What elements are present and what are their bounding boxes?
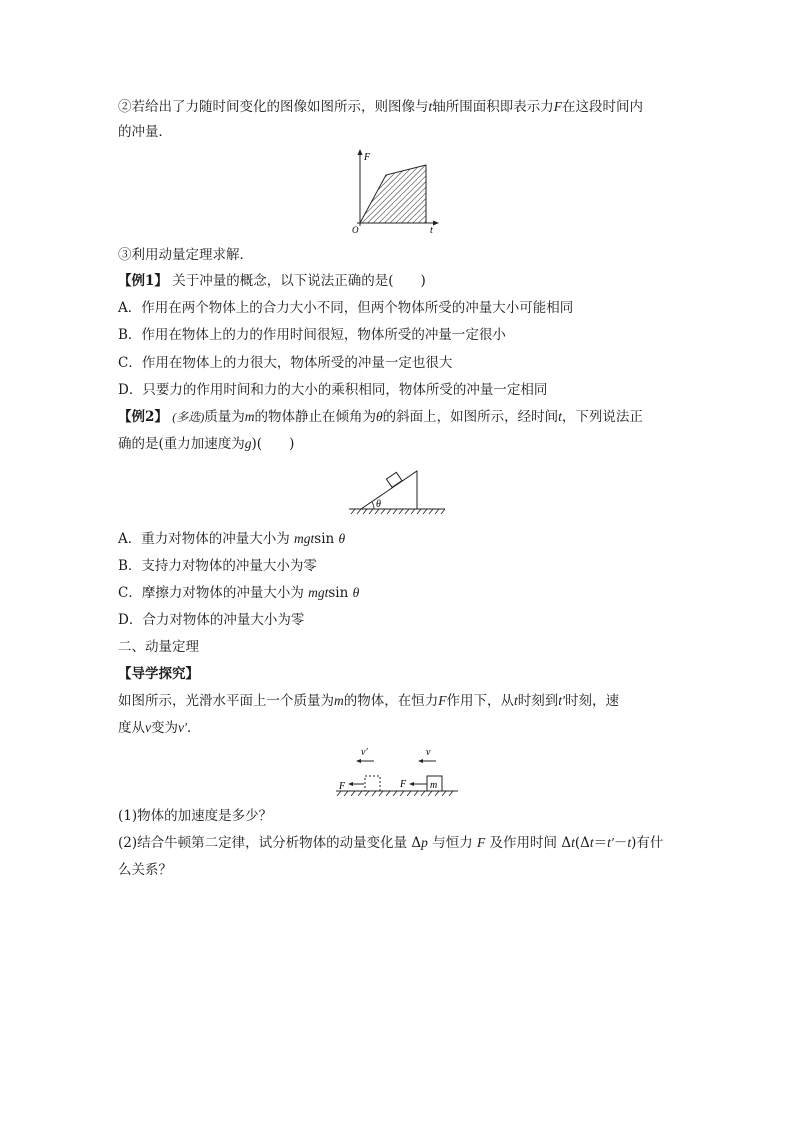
horizontal-motion-figure [334,745,460,799]
text: 时刻到 [517,693,559,709]
option-a: A．作用在两个物体上的合力大小不同，但两个物体所受的冲量大小可能相同 [118,300,574,316]
var-theta: θ [375,409,383,424]
var-t-prime: t′ [558,693,565,708]
ex2-option-b: B．支持力对物体的冲量大小为零 [118,558,317,574]
text: ②若给出了力随时间变化的图像如图所示，则图像与 [118,99,429,115]
origin-label: O [352,225,359,234]
shaded-area [360,165,426,223]
guide-heading: 【导学探究】 [118,666,199,682]
force-label-right: F [400,779,407,790]
ex2-option-c [118,583,359,603]
example-tag: 【例1】 [118,273,168,289]
fn: sin [328,585,353,601]
var-t: t [558,409,562,424]
text: C．摩擦力对物体的冲量大小为 [118,585,309,601]
force-time-graph [346,148,446,234]
var-v: v [145,720,151,735]
text: 的物体静止在倾角为 [254,409,376,425]
paragraph-impulse-graph [118,97,643,117]
option-c: C．作用在物体上的力很大，物体所受的冲量一定也很大 [118,355,453,371]
example-2-stem-cont [118,434,294,454]
var-theta: θ [352,585,360,600]
text: ． [186,720,201,736]
ex2-option-a [118,529,345,549]
var-m: m [334,693,344,708]
example-2-stem [118,407,643,427]
expr: mgt [308,585,329,600]
text: (Δ [574,835,590,851]
v-prime-label: v′ [361,747,368,758]
y-label: F [364,152,371,163]
expr: mgt [294,531,315,546]
text: )有什 [631,835,664,851]
mass-label: m [430,780,438,791]
block [386,472,402,487]
var-t: t [514,693,518,708]
v-arrowhead [418,759,423,763]
question-text-cont [118,718,200,738]
ex2-option-d: D．合力对物体的冲量大小为零 [118,612,305,628]
text: 作用下，从 [446,693,514,709]
force-arrowhead-left [348,782,353,786]
question-text [118,691,619,711]
text: 的冲量． [118,124,172,140]
var-F: F [553,99,563,114]
force-label-left: F [339,781,346,792]
question-2-cont: 么关系？ [118,862,172,878]
fn: sin [314,531,339,547]
text: 度从 [118,720,145,736]
text: 的斜面上，如图所示，经时间 [382,409,559,425]
option-d: D．只要力的作用时间和力的大小的乘积相同，物体所受的冲量一定相同 [118,382,548,398]
text: 确的是(重力加速度为 [118,436,245,452]
question-2 [118,833,663,853]
var-F: F [477,835,486,850]
dashed-block [365,776,380,791]
var-F: F [438,693,447,708]
var-t-prime: t′ [607,835,614,850]
text: 轴所围面积即表示力 [432,99,554,115]
text: 关于冲量的概念，以下说法正确的是( ) [172,273,426,289]
var-theta: θ [338,531,346,546]
text: A．重力对物体的冲量大小为 [118,531,295,547]
var-t: t [428,99,433,114]
ground-hatching [337,791,453,796]
var-t: t [589,835,594,850]
ground-hatching [351,509,445,514]
x-axis-arrow [433,221,439,226]
text: )( ) [251,436,295,452]
var-t: t [627,835,632,850]
text: － [613,835,628,851]
text: 及作用时间 Δ [485,835,572,851]
y-axis-arrow [358,149,363,155]
option-b: B．作用在物体上的力的作用时间很短，物体所受的冲量一定很小 [118,327,506,343]
text: ，下列说法正 [561,409,643,425]
x-label: t [430,225,433,234]
var-g: g [244,436,252,451]
multi-choice-tag: (多选) [172,410,205,424]
text: 时刻，速 [564,693,619,709]
angle-label: θ [376,499,381,510]
text: 如图所示，光滑水平面上一个质量为 [118,693,334,709]
v-prime-arrowhead [356,759,361,763]
example-tag: 【例2】 [118,409,168,425]
paragraph-impulse-graph-cont [118,122,172,142]
paragraph-3: ③利用动量定理求解． [118,247,253,263]
example-1-stem [118,271,426,291]
text: (2)结合牛顿第二定律，试分析物体的动量变化量 Δ [118,835,422,851]
text: ＝ [593,835,608,851]
force-arrowhead-right [409,782,414,786]
text: 质量为 [204,409,245,425]
text: 变为 [151,720,178,736]
v-label: v [426,747,431,758]
text: 与恒力 [427,835,478,851]
question-1: (1)物体的加速度是多少？ [118,808,273,824]
var-v-prime: v′ [178,720,187,735]
var-t: t [571,835,575,850]
var-m: m [244,409,255,424]
incline-figure [347,465,447,517]
text: 的物体，在恒力 [343,693,439,709]
incline [361,471,417,509]
text: 在这段时间内 [562,99,644,115]
angle-arc [372,502,374,509]
var-p: p [421,835,428,850]
section-heading: 二、动量定理 [118,639,199,655]
